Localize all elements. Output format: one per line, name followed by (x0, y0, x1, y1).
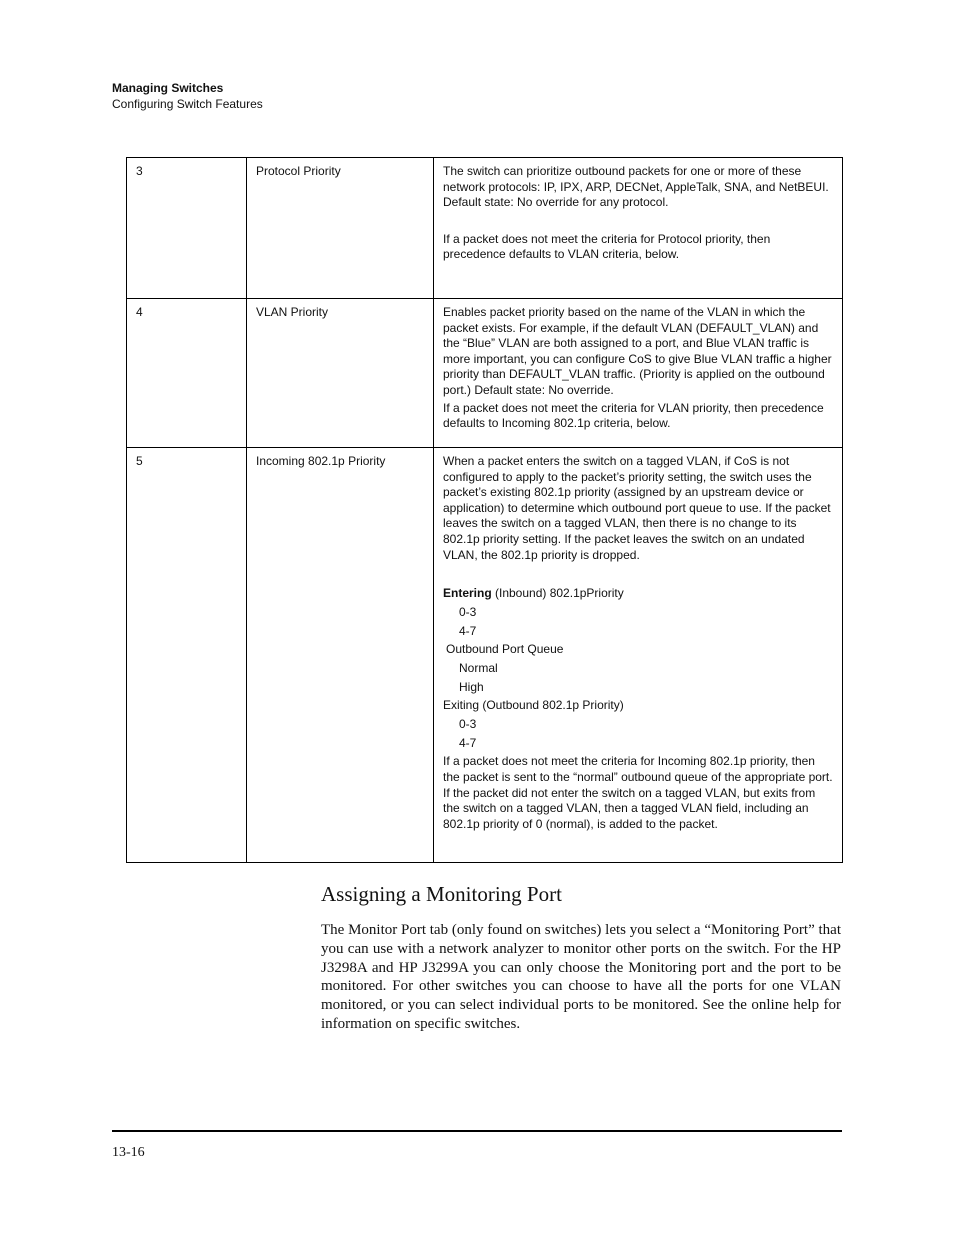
description-paragraph: The switch can prioritize outbound packets for one or more of these network protocols: IP, IPX, ARP, DECNet, AppleTalk, SNA, and NetBEUI. Default state: No override for any protocol. (443, 164, 829, 210)
priority-number-cell: 5 (127, 448, 247, 863)
criteria-name-cell: Incoming 802.1p Priority (247, 448, 434, 863)
description-paragraph: If a packet does not meet the criteria for Incoming 802.1p priority, then the packet is sent to the “normal” outbound queue of the appropriate port. If the packet did not enter the switch on a tagged VLAN, but exits from the switch on a tagged VLAN, then a tagged VLAN field, including an 802.1p priority of 0 (normal), is added to the packet. (443, 754, 833, 831)
entering-value: 4-7 (459, 623, 477, 638)
section-heading: Assigning a Monitoring Port (321, 882, 562, 906)
description-paragraph: When a packet enters the switch on a tagged VLAN, if CoS is not configured to apply to the packet’s priority setting, the switch uses the packet’s existing 802.1p priority (assigned by an upstream device or application) to determine which outbound port queue to use. If the packet leaves the switch on a tagged VLAN, then there is no change to its 802.1p priority setting. If the packet leaves the switch on an undated VLAN, the 802.1p priority is dropped. (443, 454, 831, 562)
section-body-paragraph: The Monitor Port tab (only found on switches) lets you select a “Monitoring Port” that you can use with a network analyzer to monitor other ports on the switch. For the HP J3298A and HP J3299A you can only choose the Monitoring port and the port to be monitored. For other switches you can choose to have all the ports for one VLAN monitored, or you can select individual ports to be monitored. See the online help for information on specific switches. (321, 922, 841, 1032)
criteria-description-cell (434, 448, 843, 863)
criteria-name-cell: VLAN Priority (247, 299, 434, 448)
exiting-value: 4-7 (459, 735, 477, 750)
exiting-heading: Exiting (Outbound 802.1p Priority) (443, 698, 624, 713)
description-paragraph: If a packet does not meet the criteria for VLAN priority, then precedence defaults to Incoming 802.1p criteria, below. (443, 400, 824, 431)
chapter-title: Managing Switches (112, 81, 224, 95)
entering-heading (443, 584, 833, 603)
priority-number-cell: 4 (127, 299, 247, 448)
entering-bold-label: Entering (443, 586, 492, 601)
priority-number-cell: 3 (127, 158, 247, 299)
criteria-description-cell (434, 158, 843, 299)
table-row (127, 448, 843, 863)
section-subtitle: Configuring Switch Features (112, 97, 263, 111)
criteria-name-cell: Protocol Priority (247, 158, 434, 299)
exiting-value: 0-3 (459, 717, 477, 732)
description-paragraph: Enables packet priority based on the name of the VLAN in which the packet exists. For example, if the default VLAN (DEFAULT_VLAN) and the “Blue” VLAN are both assigned to a port, and Blue VLAN traffic is more important, you can configure CoS to give Blue VLAN traffic a higher priority than DEFAULT_VLAN traffic. (Priority is applied on the outbound port.) Default state: No override. (443, 305, 832, 397)
footer-divider (112, 1130, 842, 1132)
table-row (127, 299, 843, 448)
queue-value: Normal (459, 660, 498, 675)
page-number: 13-16 (112, 1145, 145, 1160)
entering-value: 0-3 (459, 604, 477, 619)
criteria-description-cell (434, 299, 843, 448)
queue-value: High (459, 679, 484, 694)
description-paragraph: If a packet does not meet the criteria for Protocol priority, then precedence defaults to VLAN criteria, below. (443, 231, 771, 262)
priority-criteria-table (126, 157, 843, 863)
queue-heading: Outbound Port Queue (446, 642, 564, 657)
table-row (127, 158, 843, 299)
running-header (112, 80, 263, 112)
entering-label-rest: (Inbound) 802.1pPriority (491, 586, 624, 601)
